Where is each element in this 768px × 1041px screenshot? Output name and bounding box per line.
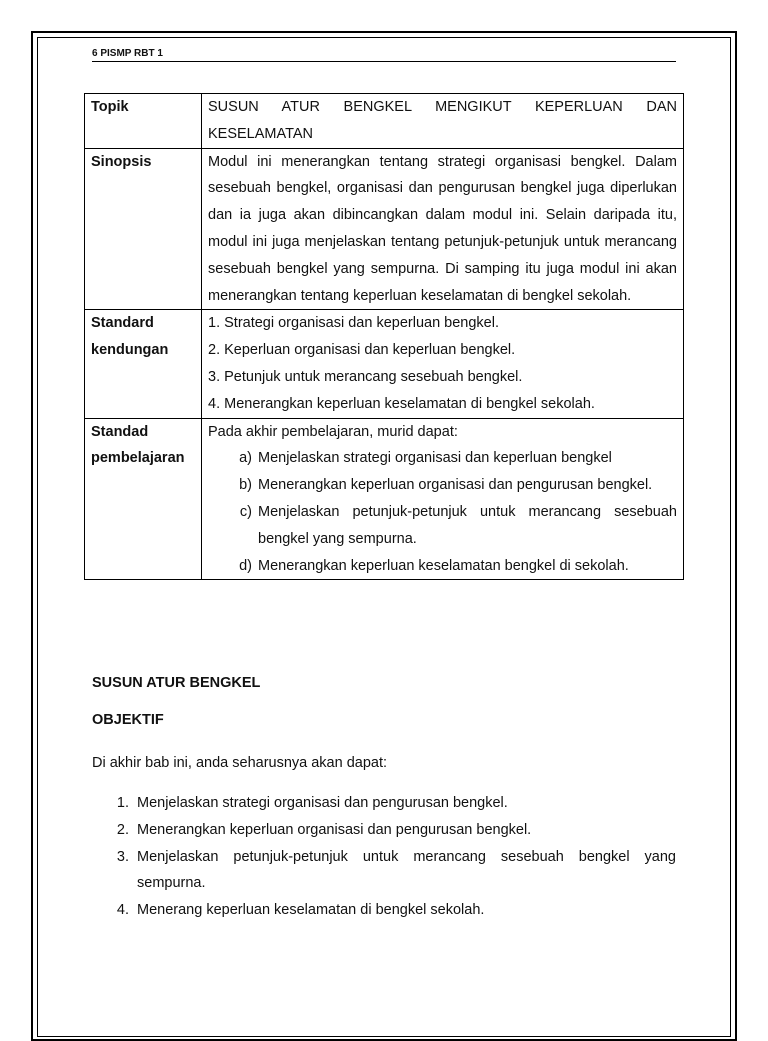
table-row-standard-kandungan: [85, 310, 684, 418]
list-text: Menerang keperluan keselamatan di bengkel sekolah.: [137, 902, 485, 919]
page-header: 6 PISMP RBT 1: [92, 48, 676, 62]
sinopsis-label: Sinopsis: [85, 148, 202, 310]
list-text: Menerangkan keperluan organisasi dan pengurusan bengkel.: [258, 477, 653, 494]
list-text: Menerangkan keperluan keselamatan bengkel di sekolah.: [258, 557, 629, 574]
standad-pembelajaran-intro: Pada akhir pembelajaran, murid dapat:: [208, 423, 458, 440]
table-row-standad-pembelajaran: [85, 418, 684, 580]
list-marker: a): [239, 450, 252, 467]
list-text: Menjelaskan strategi organisasi dan pengurusan bengkel.: [137, 795, 508, 811]
list-item: [208, 499, 677, 553]
standard-kandungan-list: [202, 310, 684, 418]
section-title: SUSUN ATUR BENGKEL: [92, 675, 261, 691]
standad-pembelajaran-label: [85, 418, 202, 580]
standad-pembelajaran-label-line-1: Standad: [91, 423, 149, 440]
objective-intro: Di akhir bab ini, anda seharusnya akan dapat:: [92, 755, 388, 771]
standard-kandungan-label-line-2: kendungan: [91, 342, 169, 359]
list-item: [92, 790, 676, 817]
list-marker: d): [239, 557, 252, 574]
topik-label: Topik: [85, 94, 202, 149]
objective-heading: OBJEKTIF: [92, 712, 164, 728]
list-item: [208, 472, 677, 499]
list-text: Menjelaskan petunjuk-petunjuk untuk merancang sesebuah bengkel yang sempurna.: [137, 848, 676, 892]
list-item: [92, 817, 676, 844]
list-item: 2. Keperluan organisasi dan keperluan bengkel.: [208, 342, 516, 359]
objective-list: [92, 790, 676, 924]
list-marker: 2.: [116, 821, 129, 838]
list-text: Menjelaskan strategi organisasi dan keperluan bengkel: [258, 450, 612, 467]
list-item: 1. Strategi organisasi dan keperluan bengkel.: [208, 315, 499, 332]
standad-pembelajaran-list: [208, 445, 677, 579]
list-item: [92, 897, 676, 924]
standad-pembelajaran-label-line-2: pembelajaran: [91, 450, 185, 467]
sinopsis-text: Modul ini menerangkan tentang strategi organisasi bengkel. Dalam sesebuah bengkel, organisasi dan pengurusan bengkel juga diperlukan dan ia juga akan dibincangkan dalam modul ini. Selain daripada itu, modul ini juga menjelaskan tentang petunjuk-petunjuk untuk merancang sesebuah bengkel yang sempurna. Di samping itu juga modul ini akan menerangkan tentang keperluan keselamatan di bengkel sekolah.: [202, 148, 684, 310]
list-item: 4. Menerangkan keperluan keselamatan di bengkel sekolah.: [208, 395, 595, 412]
list-marker: 3.: [116, 848, 129, 865]
standard-kandungan-label: [85, 310, 202, 418]
table-row-sinopsis: [85, 148, 684, 310]
topik-value: [202, 94, 684, 149]
topik-line-2: KESELAMATAN: [208, 125, 314, 142]
list-item: [208, 445, 677, 472]
list-item: [208, 553, 677, 580]
list-marker: c): [239, 503, 252, 520]
list-text: Menjelaskan petunjuk-petunjuk untuk merancang sesebuah bengkel yang sempurna.: [258, 503, 677, 547]
list-text: Menerangkan keperluan organisasi dan pengurusan bengkel.: [137, 821, 532, 838]
list-marker: b): [239, 477, 252, 494]
topik-line-1: SUSUN ATUR BENGKEL MENGIKUT KEPERLUAN DAN: [208, 99, 677, 115]
module-info-table: [84, 93, 684, 580]
list-marker: 4.: [116, 902, 129, 919]
standad-pembelajaran-content: [202, 418, 684, 580]
list-item: [92, 844, 676, 898]
list-marker: 1.: [116, 795, 129, 811]
list-item: 3. Petunjuk untuk merancang sesebuah bengkel.: [208, 368, 523, 385]
standard-kandungan-label-line-1: Standard: [91, 315, 154, 332]
table-row-topik: [85, 94, 684, 149]
